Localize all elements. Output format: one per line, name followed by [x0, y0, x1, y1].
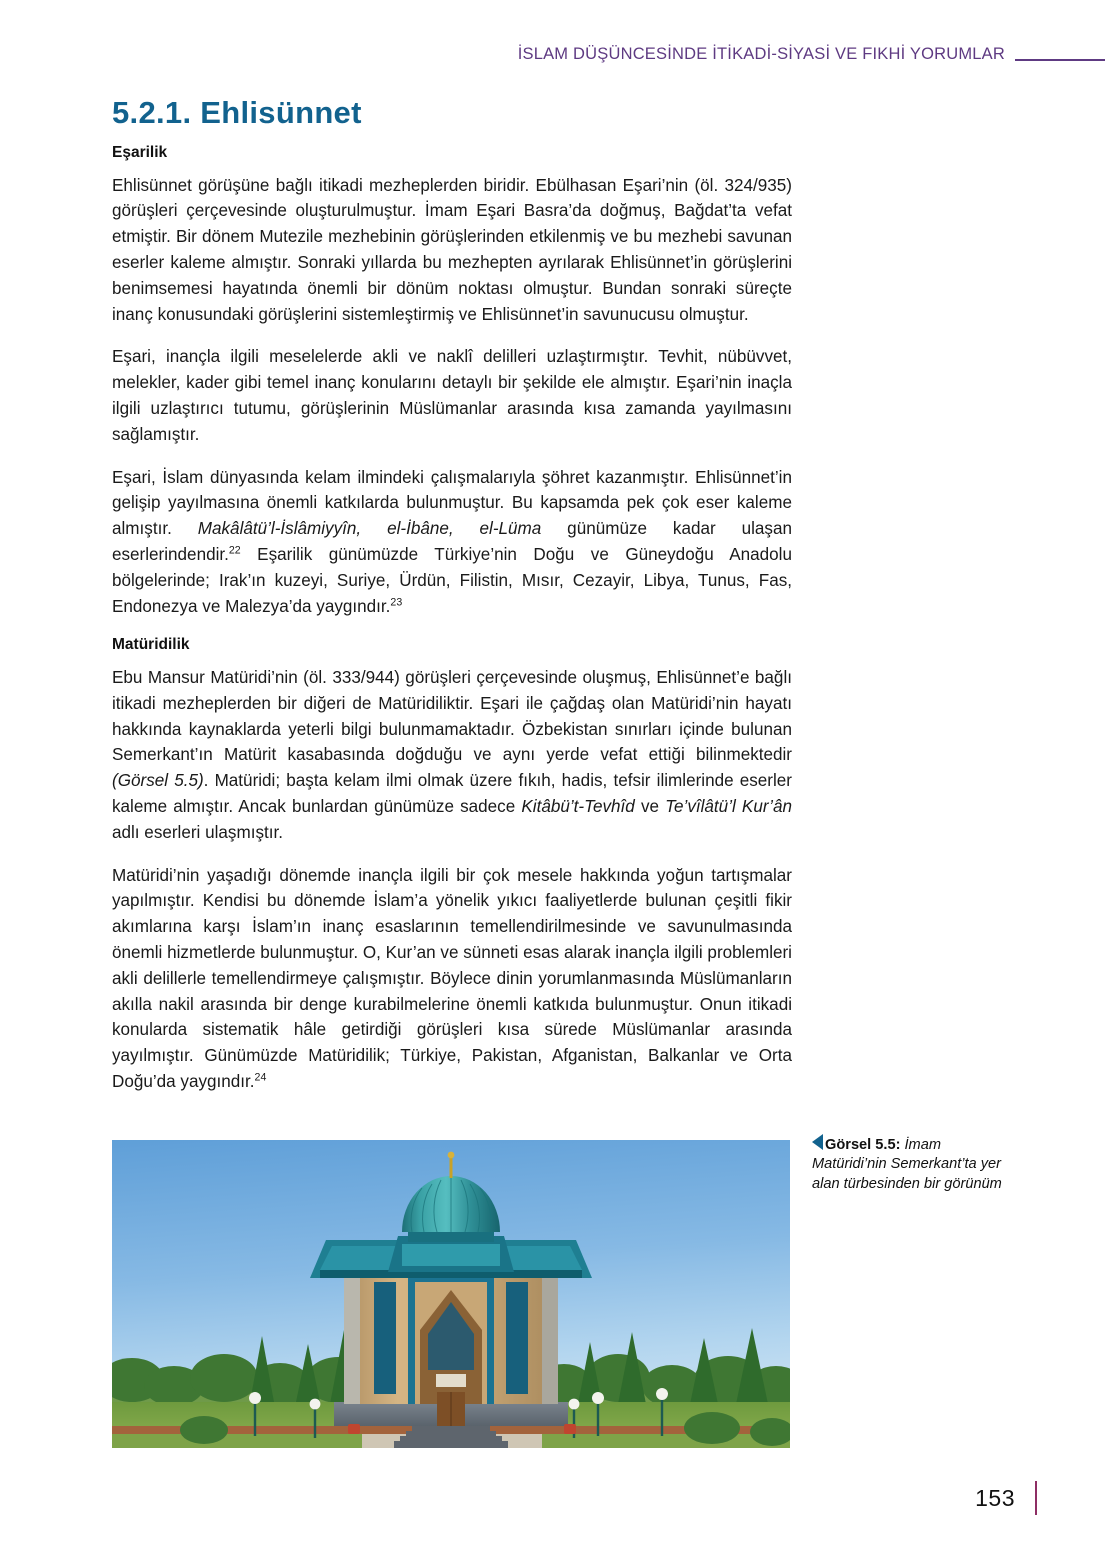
paragraph-esarilik-1: Ehlisünnet görüşüne bağlı itikadi mezheplerden biridir. Ebülhasan Eşari’nin (öl. 324/935) görüşleri çerçevesinde oluşturulmuştur. İmam Eşari Basra’da doğmuş, Bağdat’ta vefat etmiştir. Bir dönem Mutezile mezhebinin görüşlerinden etkilenmiş ve bu mezhebi savunan eserler kaleme almıştır. Sonraki yıllarda bu mezhepten ayrılarak Ehlisünnet’in görüşlerini benimsemesi hayatında önemli bir dönüm noktası olmuştur. Bundan sonraki süreçte inanç konusundaki görüşlerini sistemleştirmiş ve Ehlisünnet’in savunucusu olmuştur. — [112, 175, 792, 324]
subsection-heading-maturidilik: Matüridilik — [112, 636, 190, 654]
header-rule — [1015, 59, 1105, 61]
finial — [450, 1158, 453, 1178]
tile-panel-right — [506, 1282, 528, 1394]
caption-pointer-triangle-icon — [812, 1134, 823, 1150]
page-title: 5.2.1. Ehlisünnet — [112, 95, 362, 130]
figure-caption — [812, 1134, 1017, 1194]
figure-maturidi-mausoleum — [112, 1140, 790, 1448]
caption-text: İmam Matüridi’nin Semerkant’ta yer alan türbesinden bir görünüm — [812, 1137, 1002, 1192]
text-run: Ebu Mansur Matüridi’nin (öl. 333/944) görüşleri çerçevesinde oluşmuş, Ehlisünnet’e bağlı itikadi mezheplerden bir diğeri de Matüridiliktir. Eşari ile çağdaş olan Matüridi’nin hayatı hakkında kaynaklarda yeterli bilgi bulunmamaktadır. Özbekistan sınırları içinde bulunan Semerkant’ın Matürit kasabasında doğduğu ve aynı yerde vefat ettiği bilinmektedir — [112, 668, 792, 765]
paragraph-maturidilik-2 — [112, 863, 792, 1095]
page-number: 153 — [975, 1484, 1015, 1511]
text-run: Eşarilik günümüzde Türkiye’nin Doğu ve Güneydoğu Anadolu bölgelerinde; Irak’ın kuzeyi, Suriye, Ürdün, Filistin, Mısır, Cezayir, Libya, Tunus, Fas, Endonezya ve Malezya’da yaygındır. — [112, 545, 792, 616]
text-run: ve — [634, 797, 666, 817]
text-run: . Matüridi; başta kelam ilmi olmak üzere fıkıh, hadis, tefsir ilimlerinde eserler kaleme almıştır. Ancak bunlardan günümüze sadece — [112, 771, 792, 817]
page-running-header — [0, 38, 1105, 70]
work-title-italic-kitabut-tevhid: Kitâbü’t-Tevhîd — [521, 797, 635, 817]
paragraph-esarilik-3 — [112, 465, 792, 620]
paragraph-esarilik-2: Eşari, inançla ilgili meselelerde akli ve naklî delilleri uzlaştırmıştır. Tevhit, nübüvvet, melekler, kader gibi temel inanç konularını detaylı bir şekilde ele almıştır. Eşari’nin inaçla ilgili uzlaştırıcı tutumu, görüşlerinin Müslümanlar arasında kısa zamanda yayılmasını sağlamıştır. — [112, 347, 792, 444]
plaque — [436, 1374, 466, 1387]
text-run: Eşari, İslam dünyasında kelam ilmindeki çalışmalarıyla şöhret kazanmıştır. Ehlisünnet’in gelişip yayılmasına önemli katkılarda bulunmuştur. Bu kapsamda pek çok eser kaleme almıştır. — [112, 467, 792, 539]
maturidi-mausoleum-photo — [112, 1140, 790, 1448]
work-title-italic-tevilatul-kuran: Te’vîlâtü’l Kur’ân — [665, 797, 792, 817]
text-run: Matüridi’nin yaşadığı dönemde inançla ilgili bir çok mesele hakkında yoğun tartışmalar yapılmıştır. Kendisi bu dönemde İslam’a yönelik yıkıcı faaliyetlerde bulunan çeşitli fikir akımlarına karşı İslam’ın inanç esaslarının temellendirilmesinde ve savunulmasında önemli hizmetlerde bulunmuştur. O, Kur’an ve sünneti esas alarak inançla ilgili problemleri akli delillerle temellendirmeye çalışmıştır. Böylece dinin yorumlanmasında Müslümanların akılla nakil arasında bir denge kurabilmelerine önemli katkıda bulunmuştur. Onun itikadi konularda sistematik hâle getirdiği görüşleri kısa sürede Müslümanlar arasında yayılmıştır. Günümüzde Matüridilik; Türkiye, Pakistan, Afganistan, Balkanlar ve Orta Doğu’da yaygındır. — [112, 865, 792, 1091]
work-titles-italic: Makâlâtü’l-İslâmiyyîn, el-İbâne, el-Lüma — [197, 519, 542, 539]
footnote-ref-23: 23 — [390, 595, 403, 608]
running-header-title: İSLAM DÜŞÜNCESİNDE İTİKADİ-SİYASİ VE FIKHİ YORUMLAR — [517, 44, 1005, 63]
page-footer — [975, 1481, 1105, 1515]
text-run: adlı eserleri ulaşmıştır. — [112, 822, 283, 842]
footnote-ref-24: 24 — [254, 1071, 267, 1084]
caption-label: Görsel 5.5: — [825, 1137, 901, 1153]
tile-panel-left — [374, 1282, 396, 1394]
paragraph-maturidilik-1 — [112, 665, 792, 846]
text-run: günümüze kadar ulaşan eserlerindendir. — [112, 519, 792, 565]
footnote-ref-22: 22 — [228, 544, 241, 557]
column-right — [542, 1278, 558, 1404]
subsection-heading-esarilik: Eşarilik — [112, 144, 168, 162]
footer-rule — [1035, 1481, 1037, 1515]
figure-crossref-italic: (Görsel 5.5) — [112, 771, 204, 791]
content-column — [112, 96, 792, 1095]
column-left — [344, 1278, 360, 1404]
